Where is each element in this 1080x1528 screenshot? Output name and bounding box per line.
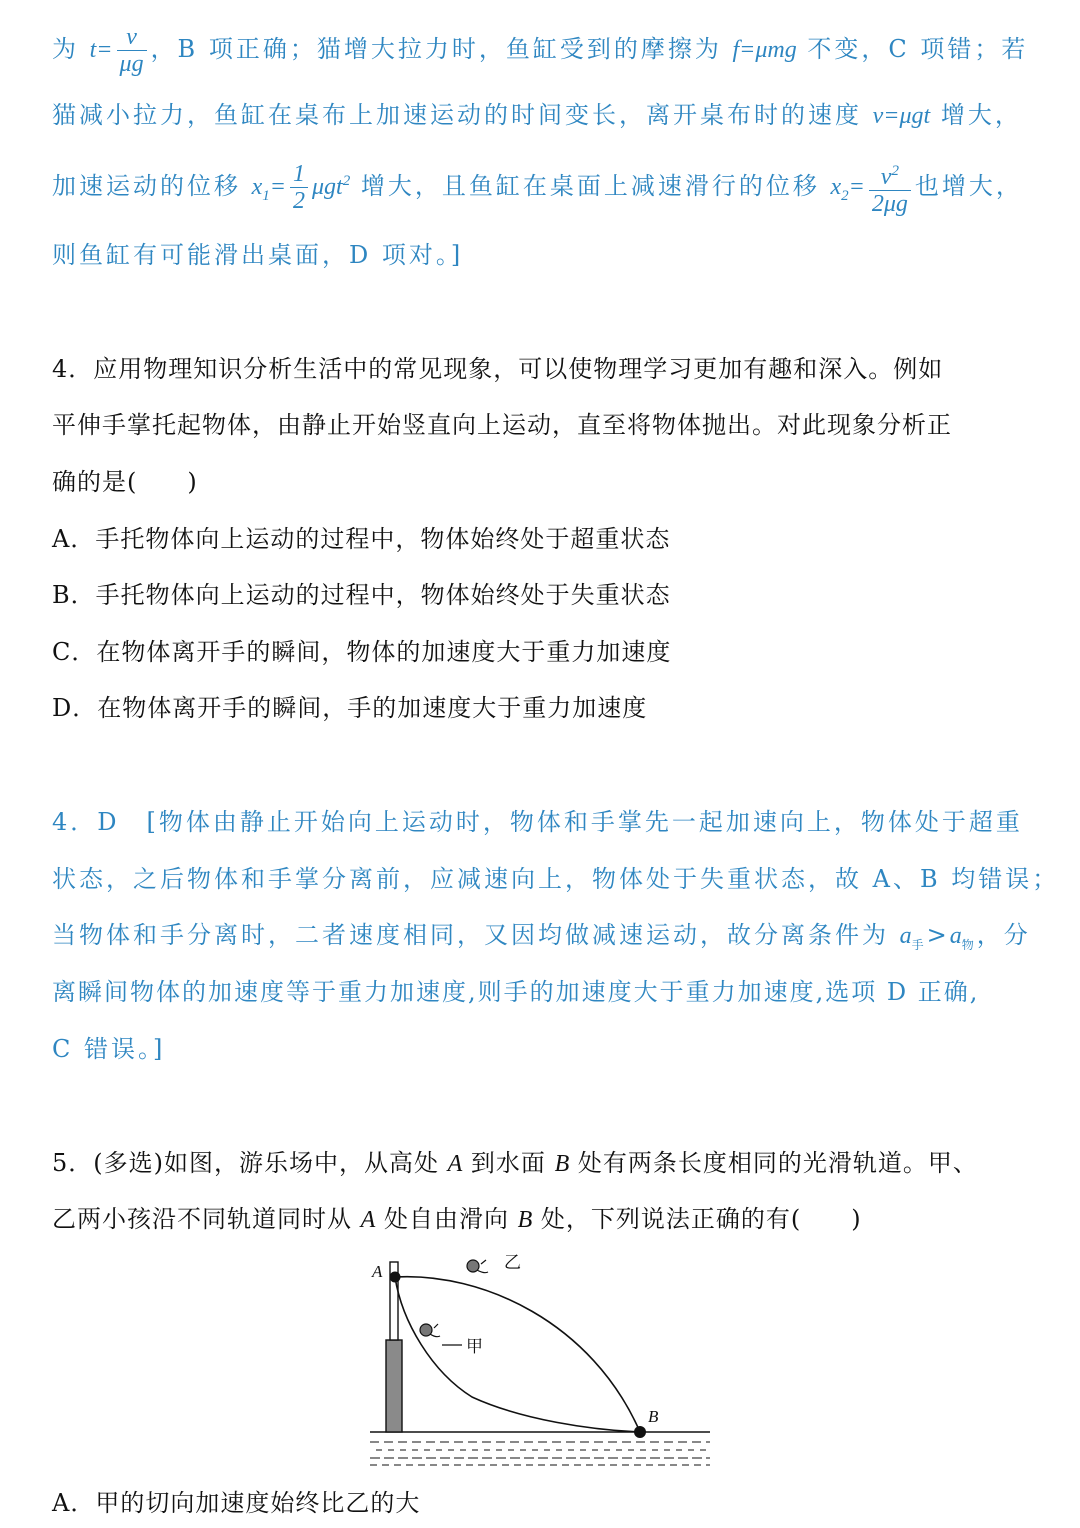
answer3-line2 (52, 100, 1022, 131)
q5-line1-a: 5．(多选)如图，游乐场中，从高处 (52, 1149, 448, 1177)
label-jia: 甲 (466, 1337, 483, 1357)
q5-line1-b: 到水面 (462, 1149, 555, 1177)
a-hand-subscript: 手 (911, 937, 927, 952)
x2-symbol: x (830, 174, 842, 200)
q5-line2-b: 处自由滑向 (375, 1205, 518, 1233)
question5-option-a: A．甲的切向加速度始终比乙的大 (52, 1489, 421, 1517)
x1-equals: = (269, 174, 286, 200)
fraction-numerator: 1 (290, 161, 308, 188)
q5-line2-c: 处，下列说法正确的有( ) (532, 1205, 862, 1233)
question4-line1: 4．应用物理知识分析生活中的常见现象，可以使物理学习更加有趣和深入。例如 (52, 355, 944, 383)
answer3-line3 (52, 158, 1023, 217)
point-a-ref: A (360, 1207, 376, 1233)
fraction-numerator (869, 158, 911, 191)
x2-subscript: 2 (841, 187, 849, 204)
formula-mugt2 (312, 174, 350, 200)
point-a-ref: A (447, 1151, 463, 1177)
fraction-numerator: v (117, 24, 147, 51)
question5-line2 (52, 1204, 862, 1235)
a-object-subscript: 物 (961, 937, 977, 952)
x2-equals: = (848, 174, 865, 200)
point-a-marker (390, 1272, 401, 1283)
question4-option-b: B．手托物体向上运动的过程中，物体始终处于失重状态 (52, 581, 671, 609)
answer3-line3-post: 也增大， (914, 172, 1023, 200)
answer3-line4: 则鱼缸有可能滑出桌面，D 项对。] (52, 241, 464, 269)
answer4-line1: 4．D [物体由静止开始向上运动时，物体和手掌先一起加速向上，物体处于超重 (52, 808, 1023, 836)
point-b-marker (634, 1426, 646, 1438)
answer4-line3 (52, 920, 1031, 960)
mugt-exponent: 2 (342, 173, 351, 189)
slide-track-figure (362, 1252, 722, 1472)
q5-line2-a: 乙两小孩沿不同轨道同时从 (52, 1205, 361, 1233)
v-exponent: 2 (891, 163, 899, 179)
track-yi (395, 1277, 640, 1432)
answer3-line1-pre: 为 (52, 35, 90, 63)
question4-option-a: A．手托物体向上运动的过程中，物体始终处于超重状态 (52, 525, 671, 553)
x1-symbol: x (251, 174, 263, 200)
track-jia (395, 1277, 640, 1432)
fraction-denominator: 2μg (871, 191, 908, 217)
formula-x2 (830, 174, 865, 204)
formula-velocity: v=μgt (872, 103, 931, 129)
question4-line3: 确的是( ) (52, 468, 198, 496)
fraction-denominator: μg (119, 51, 144, 77)
greater-than: > (926, 921, 950, 949)
label-yi: 乙 (504, 1253, 521, 1273)
formula-t: t= (89, 37, 113, 63)
answer4-line4: 离瞬间物体的加速度等于重力加速度,则手的加速度大于重力加速度,选项 D 正确, (52, 978, 980, 1006)
answer3-line3-pre: 加速运动的位移 (52, 172, 252, 200)
answer3-line1-post: 不变，C 项错；若 (796, 35, 1029, 63)
water-surface (370, 1432, 710, 1465)
label-b: B (648, 1407, 659, 1426)
question5-line1 (52, 1148, 978, 1179)
fraction-one-half (290, 161, 308, 214)
fraction-v2-over-2mug (869, 158, 911, 217)
question4-option-c: C．在物体离开手的瞬间，物体的加速度大于重力加速度 (52, 638, 672, 666)
child-yi-figure (467, 1260, 488, 1273)
answer3-line1 (52, 24, 1028, 77)
formula-friction: f=μmg (732, 37, 797, 63)
answer3-line1-mid: ，B 项正确；猫增大拉力时，鱼缸受到的摩擦为 (150, 35, 733, 63)
child-jia-figure (420, 1324, 462, 1345)
answer4-line5: C 错误。] (52, 1035, 166, 1063)
formula-x1 (251, 174, 286, 204)
fraction-v-over-mug (117, 24, 147, 77)
v-symbol: v (880, 164, 892, 190)
question4-line2: 平伸手掌托起物体，由静止开始竖直向上运动，直至将物体抛出。对此现象分析正 (52, 411, 952, 439)
answer3-line2-post: 增大， (930, 101, 1022, 129)
answer4-line3-pre: 当物体和手分离时，二者速度相同，又因均做减速运动，故分离条件为 (52, 921, 900, 949)
fraction-denominator: 2 (293, 188, 305, 214)
answer4-line2: 状态，之后物体和手掌分离前，应减速向上，物体处于失重状态，故 A、B 均错误； (52, 865, 1060, 893)
mugt-expression: μgt (312, 174, 343, 200)
a-hand-symbol: a (899, 923, 912, 949)
label-a: A (372, 1262, 383, 1281)
x1-subscript: 1 (262, 187, 270, 204)
q5-line1-c: 处有两条长度相同的光滑轨道。甲、 (569, 1149, 978, 1177)
question4-option-d: D．在物体离开手的瞬间，手的加速度大于重力加速度 (52, 694, 648, 722)
point-b-ref: B (517, 1207, 533, 1233)
tower (386, 1262, 402, 1432)
a-object-symbol: a (949, 923, 962, 949)
point-b-ref: B (554, 1151, 570, 1177)
answer4-line3-post: ，分 (976, 921, 1031, 949)
answer3-line3-mid: 增大，且鱼缸在桌面上减速滑行的位移 (350, 172, 831, 200)
answer3-line2-pre: 猫减小拉力，鱼缸在桌布上加速运动的时间变长，离开桌布时的速度 (52, 101, 873, 129)
